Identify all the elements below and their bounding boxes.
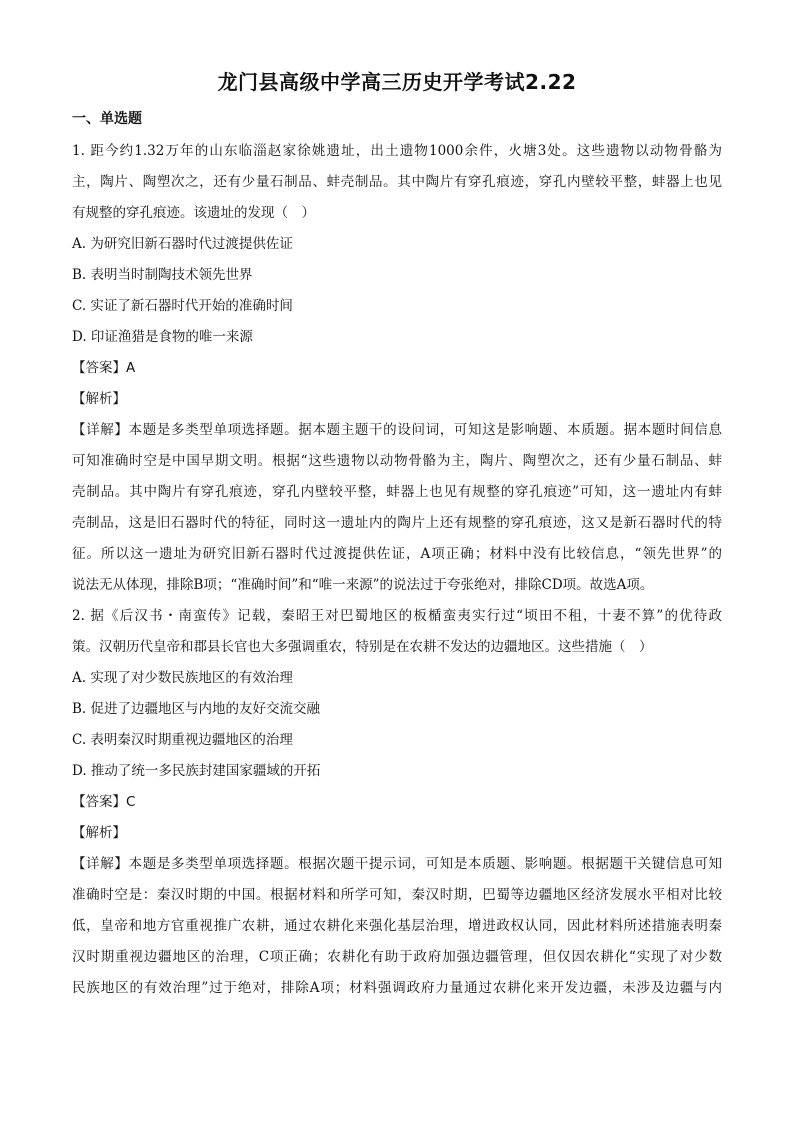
- q2-answer: 【答案】C: [72, 794, 136, 810]
- document-title: 龙门县高级中学高三历史开学考试2.22: [217, 70, 577, 94]
- q2-detail-line: 低，皇帝和地方官重视推广农耕，通过农耕化来强化基层治理，增进政权认同，因此材料所述措施表明秦: [72, 918, 722, 934]
- q1-stem-line: 1. 距今约1.32万年的山东临淄赵家徐姚遗址，出土遗物1000余件，火塘3处。这些遗物以动物骨骼为: [72, 143, 722, 159]
- q1-stem-line: 主，陶片、陶塑次之，还有少量石制品、蚌壳制品。其中陶片有穿孔痕迹，穿孔内壁较平整，蚌器上也见: [72, 174, 722, 190]
- exam-content: [72, 136, 722, 1004]
- q2-option-b: B. 促进了边疆地区与内地的友好交流交融: [72, 701, 321, 717]
- q2-analysis-label: 【解析】: [72, 825, 126, 841]
- q1-detail-line: 壳制品，这是旧石器时代的特征，同时这一遗址内的陶片上还有规整的穿孔痕迹，这又是新石器时代的特: [72, 515, 722, 531]
- q2-detail-line: 准确时空是：秦汉时期的中国。根据材料和所学可知，秦汉时期，巴蜀等边疆地区经济发展水平相对比较: [72, 887, 722, 903]
- q2-detail-line: 汉时期重视边疆地区的治理，C项正确；农耕化有助于政府加强边疆管理，但仅因农耕化“实现了对少数: [72, 949, 722, 965]
- q1-option-b: B. 表明当时制陶技术领先世界: [72, 267, 253, 283]
- q1-analysis-label: 【解析】: [72, 391, 126, 407]
- q2-stem-line: 2. 据《后汉书・南蛮传》记载，秦昭王对巴蜀地区的板楯蛮夷实行过“顷田不租，十妻不算”的优待政: [72, 608, 722, 624]
- q1-stem-line: 有规整的穿孔痕迹。该遗址的发现（ ）: [72, 205, 315, 221]
- q1-detail-line: 征。所以这一遗址为研究旧新石器时代过渡提供佐证，A项正确；材料中没有比较信息，“领先世界”的: [72, 546, 722, 562]
- q2-option-c: C. 表明秦汉时期重视边疆地区的治理: [72, 732, 293, 748]
- q1-detail-line: 说法无从体现，排除B项；“准确时间”和“唯一来源”的说法过于夸张绝对，排除CD项。故选A项。: [72, 577, 654, 593]
- section-heading: 一、单选题: [72, 111, 142, 127]
- q1-detail-line: 可知准确时空是中国早期文明。根据“这些遗物以动物骨骼为主，陶片、陶塑次之，还有少量石制品、蚌: [72, 453, 722, 469]
- q1-answer: 【答案】A: [72, 360, 136, 376]
- q1-option-a: A. 为研究旧新石器时代过渡提供佐证: [72, 236, 293, 252]
- q2-detail-line: 民族地区的有效治理”过于绝对，排除A项；材料强调政府力量通过农耕化来开发边疆，未涉及边疆与内: [72, 980, 722, 996]
- q2-stem-line: 策。汉朝历代皇帝和郡县长官也大多强调重农，特别是在农耕不发达的边疆地区。这些措施（ ）: [72, 639, 653, 655]
- q1-option-d: D. 印证渔猎是食物的唯一来源: [72, 329, 253, 345]
- q2-option-d: D. 推动了统一多民族封建国家疆域的开拓: [72, 763, 321, 779]
- q2-detail-line: 【详解】本题是多类型单项选择题。根据次题干提示词，可知是本质题、影响题。根据题干关键信息可知: [72, 856, 722, 872]
- q2-option-a: A. 实现了对少数民族地区的有效治理: [72, 670, 293, 686]
- q1-option-c: C. 实证了新石器时代开始的准确时间: [72, 298, 293, 314]
- q1-detail-line: 壳制品。其中陶片有穿孔痕迹，穿孔内壁较平整，蚌器上也见有规整的穿孔痕迹”可知，这一遗址内有蚌: [72, 484, 722, 500]
- q1-detail-line: 【详解】本题是多类型单项选择题。据本题主题干的设问词，可知这是影响题、本质题。据本题时间信息: [72, 422, 722, 438]
